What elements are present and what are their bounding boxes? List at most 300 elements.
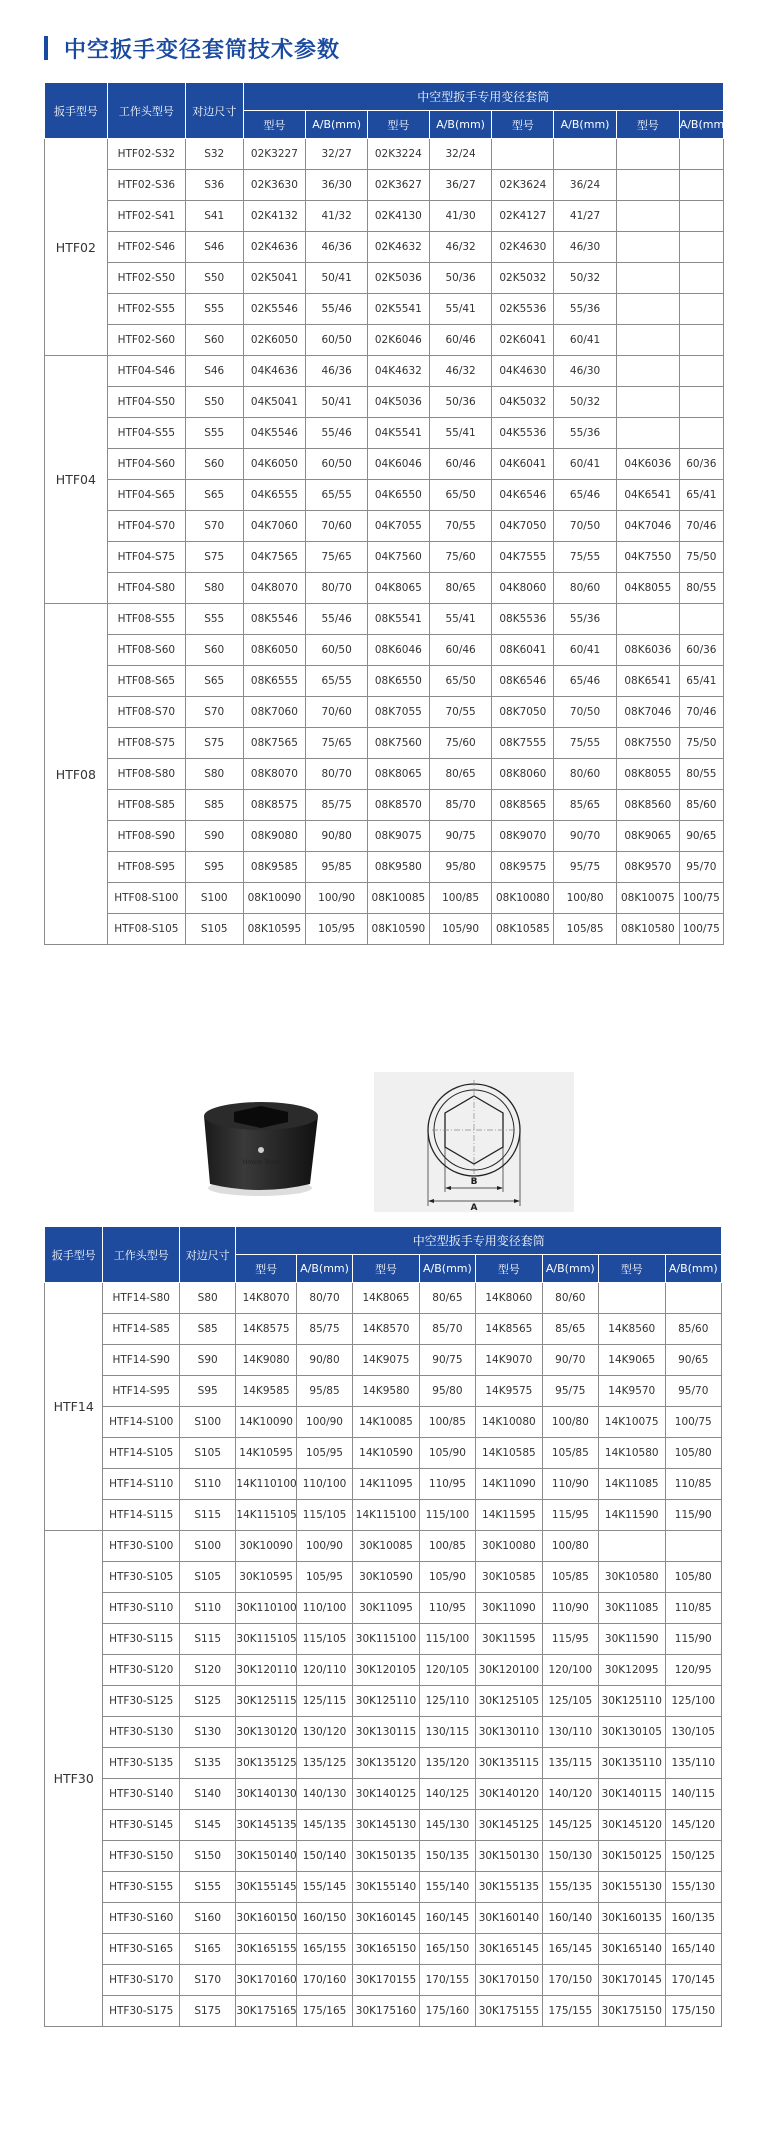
socket-model-cell: 04K6046 — [368, 449, 430, 480]
socket-ab-cell: 125/105 — [542, 1686, 598, 1717]
socket-model-cell: 08K8560 — [616, 790, 679, 821]
socket-ab-cell: 145/125 — [542, 1810, 598, 1841]
socket-model-cell: 30K145125 — [476, 1810, 542, 1841]
socket-model-cell: 30K130105 — [599, 1717, 665, 1748]
head-model-cell: HTF04-S70 — [107, 511, 185, 542]
page-title: 中空扳手变径套筒技术参数 — [64, 37, 341, 63]
socket-model-cell: 04K5036 — [368, 387, 430, 418]
socket-model-cell: 30K165150 — [353, 1934, 419, 1965]
socket-model-cell: 08K10580 — [616, 914, 679, 945]
table-row — [45, 511, 724, 542]
brand-logo-dot — [258, 1147, 264, 1153]
header-sub-model: 型号 — [368, 111, 430, 139]
socket-ab-cell: 150/140 — [296, 1841, 352, 1872]
table-row — [45, 573, 724, 604]
across-flats-cell: S65 — [185, 480, 243, 511]
table-row — [45, 1810, 722, 1841]
socket-model-cell: 02K4636 — [243, 232, 306, 263]
head-model-cell: HTF04-S80 — [107, 573, 185, 604]
across-flats-cell: S150 — [179, 1841, 235, 1872]
header-sub-ab: A/B(mm) — [296, 1255, 352, 1283]
socket-model-cell: 14K115105 — [236, 1500, 296, 1531]
across-flats-cell: S120 — [179, 1655, 235, 1686]
socket-ab-cell: 130/115 — [419, 1717, 475, 1748]
socket-model-cell: 02K3624 — [492, 170, 554, 201]
socket-ab-cell: 90/80 — [306, 821, 368, 852]
socket-model-cell: 30K165145 — [476, 1934, 542, 1965]
table-row — [45, 1314, 722, 1345]
socket-model-cell: 14K8065 — [353, 1283, 419, 1314]
arrow-b-right — [497, 1186, 503, 1190]
socket-ab-cell: 90/75 — [419, 1345, 475, 1376]
socket-model-cell: 04K4636 — [243, 356, 306, 387]
socket-model-cell: 30K120100 — [476, 1655, 542, 1686]
socket-model-cell: 08K8070 — [243, 759, 306, 790]
socket-ab-cell: 100/80 — [554, 883, 617, 914]
socket-model-cell: 08K6046 — [368, 635, 430, 666]
socket-ab-cell — [679, 170, 723, 201]
across-flats-cell: S105 — [185, 914, 243, 945]
socket-model-cell: 02K4130 — [368, 201, 430, 232]
socket-model-cell: 08K10080 — [492, 883, 554, 914]
socket-model-cell: 14K11090 — [476, 1469, 542, 1500]
across-flats-cell: S95 — [185, 852, 243, 883]
table-row — [45, 1624, 722, 1655]
table-row — [45, 1841, 722, 1872]
socket-ab-cell — [679, 294, 723, 325]
socket-model-cell: 30K170160 — [236, 1965, 296, 1996]
socket-ab-cell: 140/125 — [419, 1779, 475, 1810]
socket-ab-cell: 110/85 — [665, 1593, 722, 1624]
socket-model-cell: 30K150125 — [599, 1841, 665, 1872]
socket-ab-cell: 55/46 — [306, 418, 368, 449]
socket-model-cell: 30K10580 — [599, 1562, 665, 1593]
head-model-cell: HTF08-S105 — [107, 914, 185, 945]
across-flats-cell: S46 — [185, 356, 243, 387]
socket-ab-cell: 70/55 — [429, 511, 492, 542]
head-model-cell: HTF04-S55 — [107, 418, 185, 449]
across-flats-cell: S60 — [185, 635, 243, 666]
socket-model-cell: 30K125115 — [236, 1686, 296, 1717]
socket-model-cell: 02K6041 — [492, 325, 554, 356]
socket-model-cell: 14K8570 — [353, 1314, 419, 1345]
socket-ab-cell: 115/90 — [665, 1500, 722, 1531]
table-row — [45, 697, 724, 728]
socket-ab-cell: 80/65 — [429, 759, 492, 790]
socket-model-cell: 08K10595 — [243, 914, 306, 945]
socket-model-cell: 30K170155 — [353, 1965, 419, 1996]
socket-model-cell: 30K140120 — [476, 1779, 542, 1810]
across-flats-cell: S110 — [179, 1469, 235, 1500]
across-flats-cell: S170 — [179, 1965, 235, 1996]
socket-ab-cell: 115/105 — [296, 1500, 352, 1531]
socket-model-cell — [616, 232, 679, 263]
socket-ab-cell: 140/120 — [542, 1779, 598, 1810]
across-flats-cell: S75 — [185, 728, 243, 759]
header-sub-ab: A/B(mm) — [429, 111, 492, 139]
socket-model-cell: 04K6555 — [243, 480, 306, 511]
brand-text: Hmkm Tools — [242, 1159, 280, 1166]
socket-ab-cell: 55/41 — [429, 294, 492, 325]
head-model-cell: HTF08-S65 — [107, 666, 185, 697]
socket-ab-cell: 46/30 — [554, 232, 617, 263]
socket-model-cell: 30K125110 — [353, 1686, 419, 1717]
socket-ab-cell: 115/95 — [542, 1624, 598, 1655]
socket-model-cell — [616, 139, 679, 170]
socket-model-cell: 30K165140 — [599, 1934, 665, 1965]
socket-model-cell: 04K5041 — [243, 387, 306, 418]
across-flats-cell: S105 — [179, 1562, 235, 1593]
socket-ab-cell: 85/60 — [679, 790, 723, 821]
across-flats-cell: S32 — [185, 139, 243, 170]
socket-ab-cell: 135/125 — [296, 1748, 352, 1779]
socket-model-cell: 02K3627 — [368, 170, 430, 201]
socket-ab-cell: 175/150 — [665, 1996, 722, 2027]
socket-ab-cell: 70/50 — [554, 697, 617, 728]
socket-ab-cell: 155/130 — [665, 1872, 722, 1903]
socket-ab-cell: 105/80 — [665, 1562, 722, 1593]
table-row — [45, 201, 724, 232]
socket-ab-cell: 90/65 — [665, 1345, 722, 1376]
socket-ab-cell: 80/70 — [296, 1283, 352, 1314]
head-model-cell: HTF14-S90 — [103, 1345, 180, 1376]
socket-model-cell — [599, 1283, 665, 1314]
socket-model-cell: 30K125110 — [599, 1686, 665, 1717]
socket-model-cell: 02K5536 — [492, 294, 554, 325]
table-row — [45, 1438, 722, 1469]
socket-model-cell: 08K8055 — [616, 759, 679, 790]
socket-ab-cell: 36/24 — [554, 170, 617, 201]
head-model-cell: HTF04-S60 — [107, 449, 185, 480]
socket-ab-cell: 95/85 — [306, 852, 368, 883]
socket-ab-cell: 100/75 — [679, 914, 723, 945]
socket-ab-cell: 130/110 — [542, 1717, 598, 1748]
socket-model-cell: 30K160145 — [353, 1903, 419, 1934]
socket-ab-cell: 80/70 — [306, 759, 368, 790]
socket-model-cell: 04K6041 — [492, 449, 554, 480]
socket-ab-cell: 75/55 — [554, 728, 617, 759]
socket-ab-cell — [679, 387, 723, 418]
table-row — [45, 635, 724, 666]
table-row — [45, 542, 724, 573]
across-flats-cell: S115 — [179, 1500, 235, 1531]
socket-ab-cell — [679, 232, 723, 263]
socket-model-cell: 14K9570 — [599, 1376, 665, 1407]
socket-ab-cell: 115/100 — [419, 1500, 475, 1531]
table-row — [45, 1779, 722, 1810]
socket-ab-cell: 115/105 — [296, 1624, 352, 1655]
head-model-cell: HTF14-S110 — [103, 1469, 180, 1500]
socket-model-cell: 30K175150 — [599, 1996, 665, 2027]
socket-ab-cell: 100/85 — [419, 1407, 475, 1438]
socket-model-cell: 30K160140 — [476, 1903, 542, 1934]
table-row — [45, 1345, 722, 1376]
socket-model-cell: 30K10090 — [236, 1531, 296, 1562]
table-row — [45, 139, 724, 170]
socket-model-cell: 30K10585 — [476, 1562, 542, 1593]
socket-model-cell: 08K9075 — [368, 821, 430, 852]
across-flats-cell: S90 — [179, 1345, 235, 1376]
socket-model-cell: 08K6050 — [243, 635, 306, 666]
across-flats-cell: S125 — [179, 1686, 235, 1717]
socket-ab-cell: 55/36 — [554, 418, 617, 449]
across-flats-cell: S41 — [185, 201, 243, 232]
table-row — [45, 1283, 722, 1314]
head-model-cell: HTF14-S85 — [103, 1314, 180, 1345]
socket-model-cell: 08K9585 — [243, 852, 306, 883]
wrench-model-cell: HTF30 — [45, 1531, 103, 2027]
socket-ab-cell: 80/70 — [306, 573, 368, 604]
socket-model-cell: 08K7555 — [492, 728, 554, 759]
socket-model-cell: 30K175155 — [476, 1996, 542, 2027]
socket-model-cell: 08K5536 — [492, 604, 554, 635]
socket-ab-cell: 135/120 — [419, 1748, 475, 1779]
socket-ab-cell: 160/150 — [296, 1903, 352, 1934]
socket-model-cell: 30K12095 — [599, 1655, 665, 1686]
socket-model-cell: 02K4127 — [492, 201, 554, 232]
socket-ab-cell: 70/60 — [306, 697, 368, 728]
head-model-cell: HTF02-S36 — [107, 170, 185, 201]
socket-model-cell — [616, 604, 679, 635]
socket-model-cell — [616, 170, 679, 201]
table-row — [45, 1407, 722, 1438]
socket-ab-cell: 120/95 — [665, 1655, 722, 1686]
head-model-cell: HTF30-S170 — [103, 1965, 180, 1996]
socket-model-cell: 08K8065 — [368, 759, 430, 790]
socket-model-cell: 30K145120 — [599, 1810, 665, 1841]
dim-label-b: B — [470, 1177, 478, 1187]
socket-ab-cell: 55/36 — [554, 604, 617, 635]
across-flats-cell: S145 — [179, 1810, 235, 1841]
across-flats-cell: S165 — [179, 1934, 235, 1965]
socket-ab-cell: 46/30 — [554, 356, 617, 387]
socket-ab-cell: 60/36 — [679, 635, 723, 666]
socket-ab-cell: 105/95 — [296, 1438, 352, 1469]
socket-model-cell: 08K9065 — [616, 821, 679, 852]
socket-ab-cell: 150/125 — [665, 1841, 722, 1872]
socket-model-cell: 30K175165 — [236, 1996, 296, 2027]
socket-ab-cell: 105/90 — [419, 1438, 475, 1469]
socket-ab-cell: 55/36 — [554, 294, 617, 325]
head-model-cell: HTF30-S120 — [103, 1655, 180, 1686]
socket-model-cell: 14K10085 — [353, 1407, 419, 1438]
socket-ab-cell: 70/55 — [429, 697, 492, 728]
socket-ab-cell: 130/120 — [296, 1717, 352, 1748]
socket-model-cell: 08K10590 — [368, 914, 430, 945]
table-row — [45, 1903, 722, 1934]
socket-model-cell: 02K5041 — [243, 263, 306, 294]
socket-model-cell: 08K8060 — [492, 759, 554, 790]
socket-ab-cell: 140/115 — [665, 1779, 722, 1810]
socket-model-cell: 14K8575 — [236, 1314, 296, 1345]
socket-ab-cell — [679, 604, 723, 635]
socket-ab-cell: 90/70 — [554, 821, 617, 852]
socket-ab-cell: 32/27 — [306, 139, 368, 170]
head-model-cell: HTF14-S115 — [103, 1500, 180, 1531]
head-model-cell: HTF30-S165 — [103, 1934, 180, 1965]
socket-model-cell: 04K4632 — [368, 356, 430, 387]
socket-model-cell: 04K7055 — [368, 511, 430, 542]
head-model-cell: HTF08-S70 — [107, 697, 185, 728]
socket-model-cell: 04K8065 — [368, 573, 430, 604]
socket-ab-cell: 50/41 — [306, 263, 368, 294]
socket-model-cell: 30K11090 — [476, 1593, 542, 1624]
socket-model-cell: 08K7055 — [368, 697, 430, 728]
socket-ab-cell: 60/50 — [306, 325, 368, 356]
socket-ab-cell: 46/32 — [429, 356, 492, 387]
across-flats-cell: S85 — [179, 1314, 235, 1345]
socket-ab-cell: 125/100 — [665, 1686, 722, 1717]
table-row — [45, 1376, 722, 1407]
socket-model-cell: 30K11595 — [476, 1624, 542, 1655]
socket-model-cell: 30K135125 — [236, 1748, 296, 1779]
table-row — [45, 1748, 722, 1779]
socket-ab-cell: 36/30 — [306, 170, 368, 201]
header-sub-model: 型号 — [492, 111, 554, 139]
socket-ab-cell: 115/100 — [419, 1624, 475, 1655]
socket-ab-cell: 100/90 — [296, 1407, 352, 1438]
socket-model-cell: 04K8070 — [243, 573, 306, 604]
socket-model-cell: 14K10580 — [599, 1438, 665, 1469]
socket-ab-cell: 55/41 — [429, 418, 492, 449]
across-flats-cell: S140 — [179, 1779, 235, 1810]
socket-ab-cell: 110/95 — [419, 1469, 475, 1500]
head-model-cell: HTF02-S60 — [107, 325, 185, 356]
socket-ab-cell: 115/95 — [542, 1500, 598, 1531]
socket-ab-cell — [679, 263, 723, 294]
across-flats-cell: S105 — [179, 1438, 235, 1469]
socket-model-cell: 04K5541 — [368, 418, 430, 449]
socket-model-cell: 04K7550 — [616, 542, 679, 573]
table-row — [45, 1500, 722, 1531]
socket-model-cell: 02K3224 — [368, 139, 430, 170]
socket-model-cell: 30K145135 — [236, 1810, 296, 1841]
socket-ab-cell: 85/65 — [542, 1314, 598, 1345]
head-model-cell: HTF30-S130 — [103, 1717, 180, 1748]
head-model-cell: HTF08-S85 — [107, 790, 185, 821]
across-flats-cell: S175 — [179, 1996, 235, 2027]
socket-model-cell: 04K6550 — [368, 480, 430, 511]
arrow-a-right — [514, 1199, 520, 1203]
header-group-title: 中空型扳手专用变径套筒 — [236, 1227, 722, 1255]
socket-ab-cell: 100/75 — [665, 1407, 722, 1438]
head-model-cell: HTF30-S140 — [103, 1779, 180, 1810]
socket-model-cell: 08K10585 — [492, 914, 554, 945]
socket-ab-cell: 80/65 — [429, 573, 492, 604]
socket-model-cell: 04K6036 — [616, 449, 679, 480]
head-model-cell: HTF08-S90 — [107, 821, 185, 852]
socket-model-cell: 14K9585 — [236, 1376, 296, 1407]
head-model-cell: HTF02-S41 — [107, 201, 185, 232]
socket-model-cell: 30K170150 — [476, 1965, 542, 1996]
across-flats-cell: S80 — [179, 1283, 235, 1314]
socket-ab-cell: 80/55 — [679, 573, 723, 604]
socket-ab-cell: 90/65 — [679, 821, 723, 852]
socket-ab-cell: 41/27 — [554, 201, 617, 232]
head-model-cell: HTF30-S155 — [103, 1872, 180, 1903]
socket-model-cell: 08K8575 — [243, 790, 306, 821]
socket-model-cell: 30K165155 — [236, 1934, 296, 1965]
socket-model-cell: 14K9070 — [476, 1345, 542, 1376]
socket-model-cell: 04K5546 — [243, 418, 306, 449]
socket-ab-cell: 120/110 — [296, 1655, 352, 1686]
table-row — [45, 387, 724, 418]
socket-model-cell: 02K4132 — [243, 201, 306, 232]
wrench-model-cell: HTF08 — [45, 604, 108, 945]
socket-model-cell: 30K10080 — [476, 1531, 542, 1562]
head-model-cell: HTF08-S95 — [107, 852, 185, 883]
socket-ab-cell: 46/36 — [306, 232, 368, 263]
table-row — [45, 1469, 722, 1500]
socket-ab-cell: 110/90 — [542, 1593, 598, 1624]
socket-model-cell: 14K10595 — [236, 1438, 296, 1469]
head-model-cell: HTF08-S80 — [107, 759, 185, 790]
socket-model-cell — [492, 139, 554, 170]
socket-ab-cell: 105/95 — [306, 914, 368, 945]
table-row — [45, 1996, 722, 2027]
socket-ab-cell: 75/50 — [679, 542, 723, 573]
socket-ab-cell: 100/75 — [679, 883, 723, 914]
socket-model-cell: 02K4632 — [368, 232, 430, 263]
head-model-cell: HTF02-S46 — [107, 232, 185, 263]
header-across-flats: 对边尺寸 — [179, 1227, 235, 1283]
socket-ab-cell: 95/75 — [542, 1376, 598, 1407]
socket-ab-cell: 65/41 — [679, 480, 723, 511]
socket-ab-cell: 70/46 — [679, 697, 723, 728]
socket-model-cell: 08K6041 — [492, 635, 554, 666]
across-flats-cell: S100 — [179, 1407, 235, 1438]
socket-ab-cell: 135/115 — [542, 1748, 598, 1779]
header-sub-model: 型号 — [353, 1255, 419, 1283]
socket-model-cell: 30K155130 — [599, 1872, 665, 1903]
head-model-cell: HTF14-S80 — [103, 1283, 180, 1314]
head-model-cell: HTF30-S115 — [103, 1624, 180, 1655]
socket-ab-cell: 100/90 — [296, 1531, 352, 1562]
head-model-cell: HTF08-S75 — [107, 728, 185, 759]
across-flats-cell: S75 — [185, 542, 243, 573]
across-flats-cell: S80 — [185, 573, 243, 604]
socket-ab-cell: 65/50 — [429, 666, 492, 697]
socket-ab-cell: 60/41 — [554, 325, 617, 356]
header-sub-model: 型号 — [243, 111, 306, 139]
socket-ab-cell: 95/80 — [419, 1376, 475, 1407]
socket-ab-cell: 165/150 — [419, 1934, 475, 1965]
socket-model-cell: 14K8060 — [476, 1283, 542, 1314]
socket-ab-cell: 60/36 — [679, 449, 723, 480]
socket-model-cell: 30K155140 — [353, 1872, 419, 1903]
socket-ab-cell: 105/85 — [542, 1562, 598, 1593]
header-sub-model: 型号 — [616, 111, 679, 139]
socket-ab-cell: 80/60 — [542, 1283, 598, 1314]
socket-model-cell: 08K10085 — [368, 883, 430, 914]
wrench-model-cell: HTF14 — [45, 1283, 103, 1531]
socket-ab-cell: 60/46 — [429, 635, 492, 666]
socket-model-cell: 08K9080 — [243, 821, 306, 852]
socket-ab-cell — [679, 325, 723, 356]
socket-model-cell: 30K155145 — [236, 1872, 296, 1903]
across-flats-cell: S50 — [185, 263, 243, 294]
socket-model-cell: 30K10085 — [353, 1531, 419, 1562]
socket-model-cell: 02K6050 — [243, 325, 306, 356]
socket-model-cell: 04K7060 — [243, 511, 306, 542]
socket-model-cell: 30K120105 — [353, 1655, 419, 1686]
socket-model-cell: 30K160135 — [599, 1903, 665, 1934]
title-accent-bar — [44, 36, 48, 60]
socket-model-cell: 30K125105 — [476, 1686, 542, 1717]
head-model-cell: HTF04-S65 — [107, 480, 185, 511]
across-flats-cell: S60 — [185, 325, 243, 356]
across-flats-cell: S55 — [185, 294, 243, 325]
